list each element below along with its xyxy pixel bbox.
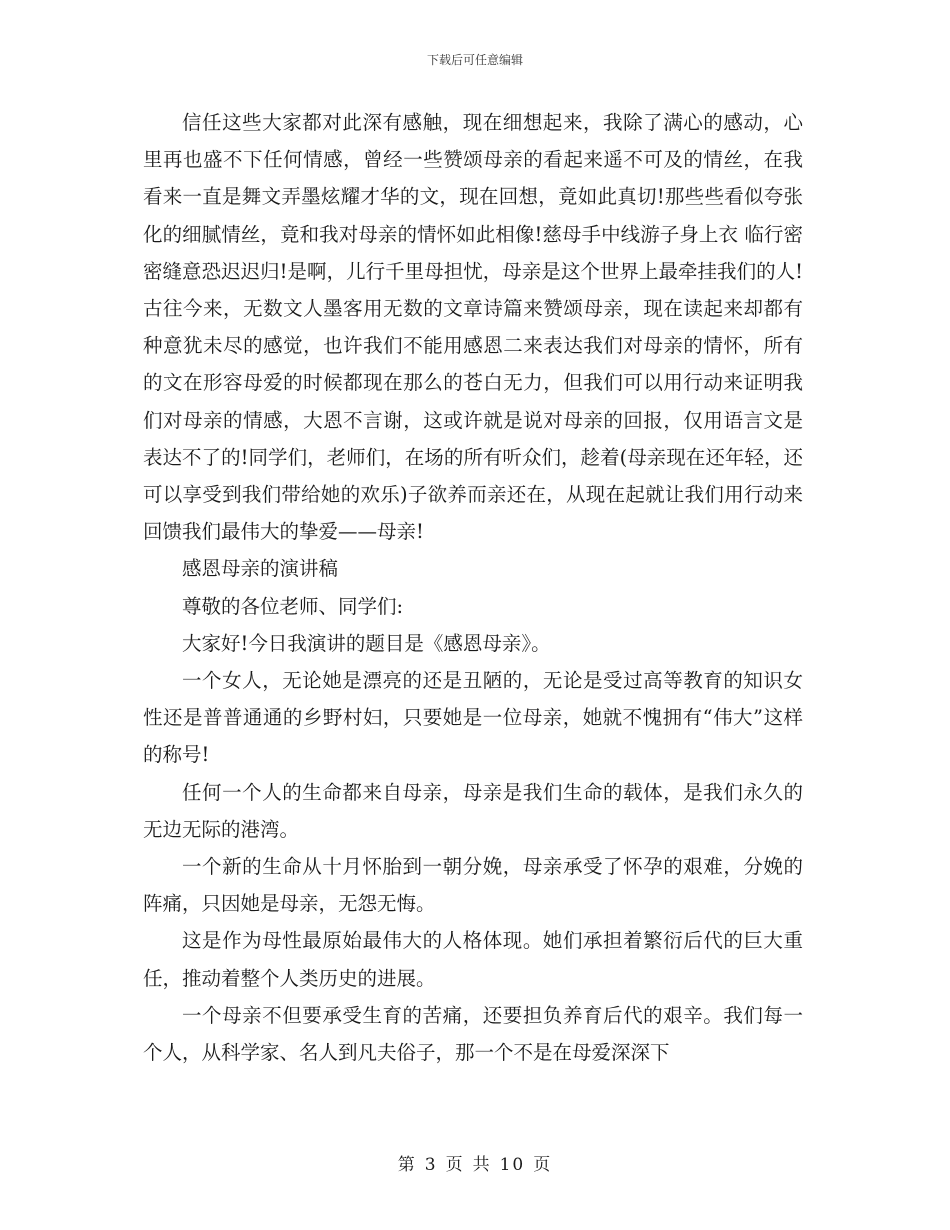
paragraph-woman: 一个女人，无论她是漂亮的还是丑陋的，无论是受过高等教育的知识女性还是普普通通的乡野村妇，只要她是一位母亲，她就不愧拥有“伟大”这样的称号! — [143, 669, 803, 767]
speech-title: 感恩母亲的演讲稿 — [182, 557, 339, 581]
paragraph-motherhood: 这是作为母性最原始最伟大的人格体现。她们承担着繁衍后代的巨大重任，推动着整个人类历史的进展。 — [143, 929, 803, 990]
footer-label-total-unit: 页 — [533, 1155, 553, 1175]
paragraph-birth: 一个新的生命从十月怀胎到一朝分娩，母亲承受了怀孕的艰难，分娩的阵痛，只因她是母亲，无怨无悔。 — [143, 855, 803, 916]
paragraph-upbringing: 一个母亲不但要承受生育的苦痛，还要担负养育后代的艰辛。我们每一个人，从科学家、名人到凡夫俗子，那一个不是在母爱深深下 — [143, 1003, 803, 1065]
footer-current-page: 3 — [424, 1155, 438, 1175]
page-footer — [0, 1154, 950, 1176]
footer-total-pages: 10 — [499, 1155, 526, 1175]
salutation: 尊敬的各位老师、同学们: — [182, 594, 404, 618]
footer-label-total: 共 — [472, 1155, 492, 1175]
footer-label-page: 第 — [397, 1155, 417, 1175]
footer-label-page-unit: 页 — [445, 1155, 465, 1175]
paragraph-intro: 信任这些大家都对此深有感触，现在细想起来，我除了满心的感动，心里再也盛不下任何情感，曾经一些赞颂母亲的看起来遥不可及的情丝，在我看来一直是舞文弄墨炫耀才华的文，现在回想，竟如此真切!那些些看似夸张化的细腻情丝，竟和我对母亲的情怀如此相像!慈母手中线游子身上衣 临行密密缝意恐迟迟归!是啊，儿行千里母担忧，母亲是这个世界上最牵挂我们的人!古往今来，无数文人墨客用无数的文章诗篇来赞颂母亲，现在读起来却都有种意犹未尽的感觉，也许我们不能用感恩二来表达我们对母亲的情怀，所有的文在形容母爱的时候都现在那么的苍白无力，但我们可以用行动来证明我们对母亲的情感，大恩不言谢，这或许就是说对母亲的回报，仅用语言文是表达不了的!同学们，老师们，在场的所有听众们，趁着(母亲现在还年轻，还可以享受到我们带给她的欢乐)子欲养而亲还在，从现在起就让我们用行动来回馈我们最伟大的挚爱——母亲! — [143, 111, 803, 544]
page-header: 下载后可任意编辑 — [426, 53, 523, 67]
greeting: 大家好!今日我演讲的题目是《感恩母亲》。 — [182, 631, 551, 655]
document-body — [143, 104, 803, 1071]
paragraph-life: 任何一个人的生命都来自母亲，母亲是我们生命的载体，是我们永久的无边无际的港湾。 — [143, 780, 803, 841]
